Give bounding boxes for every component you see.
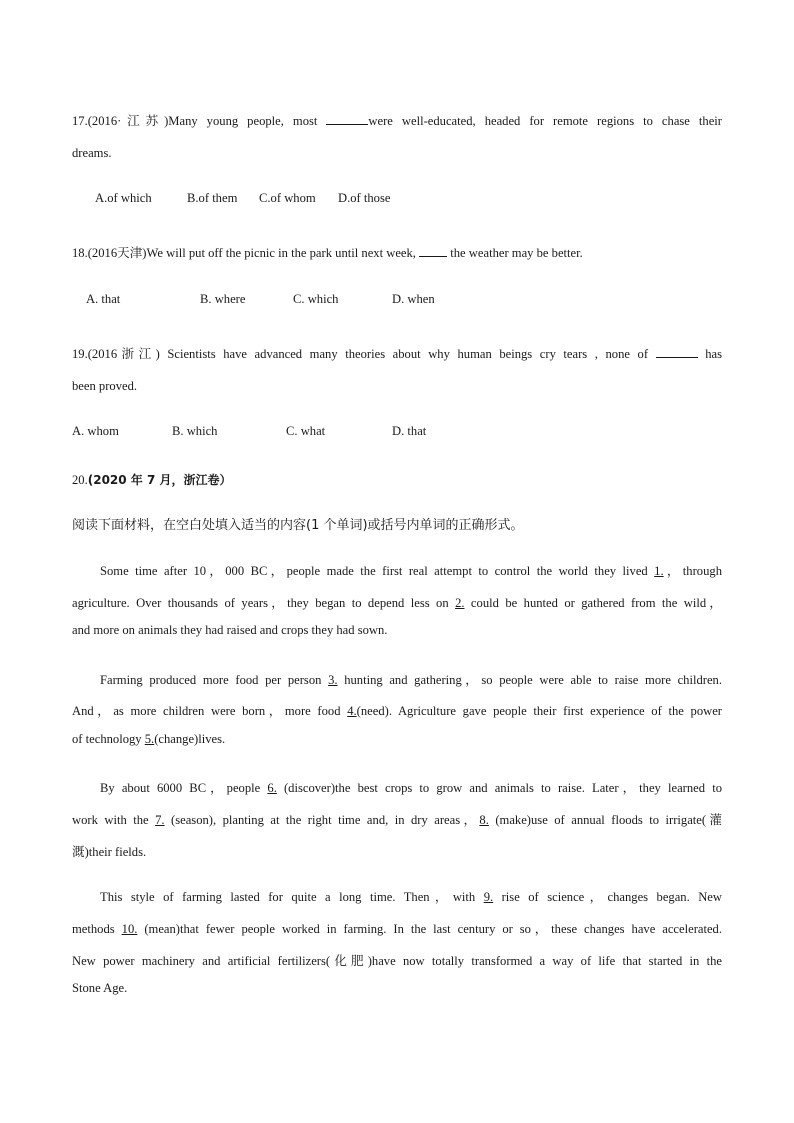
q17-option-b[interactable]: B.of them xyxy=(187,191,238,205)
blank-1[interactable]: 1. xyxy=(654,564,664,578)
p3-text: (season), planting at the right time and, in dry areas， xyxy=(164,813,480,827)
p1-text: agriculture. Over thousands of years，they began to depend less on xyxy=(72,596,456,610)
blank-4[interactable]: 4. xyxy=(347,704,357,718)
p1-line-3: and more on animals they had raised and crops they had sown. xyxy=(72,623,388,637)
blank-6[interactable]: 6. xyxy=(267,781,277,795)
q17-option-c[interactable]: C.of whom xyxy=(259,191,316,205)
p4-line-2 xyxy=(72,918,722,937)
p2-text: (change)lives. xyxy=(154,732,226,746)
q18-line-1 xyxy=(72,242,583,261)
p1-line-2 xyxy=(72,592,722,611)
p1-text: could be hunted or gathered from the wild， xyxy=(464,596,722,610)
q18-option-d[interactable]: D. when xyxy=(392,292,435,306)
p2-text: And，as more children were born，more food xyxy=(72,704,348,718)
q18-answer-blank[interactable] xyxy=(419,245,447,257)
p4-line-1 xyxy=(100,886,722,905)
blank-3[interactable]: 3. xyxy=(328,673,338,687)
p4-text: This style of farming lasted for quite a long time. Then，with xyxy=(100,890,484,904)
q19-option-c[interactable]: C. what xyxy=(286,424,326,438)
p4-line-4: Stone Age. xyxy=(72,981,128,995)
p2-text: (need). Agriculture gave people their first experience of the power xyxy=(356,704,722,718)
p4-text: rise of science，changes began. New xyxy=(493,890,722,904)
p4-line-3: New power machinery and artificial fertilizers(化肥)have now totally transformed a way of life that started in the xyxy=(72,954,722,968)
q18-stem-end: the weather may be better. xyxy=(447,246,583,260)
p2-text: Farming produced more food per person xyxy=(100,673,329,687)
q17-line-1 xyxy=(72,110,722,129)
p3-text: By about 6000 BC，people xyxy=(100,781,268,795)
p3-text: work with the xyxy=(72,813,156,827)
p3-line-1 xyxy=(100,777,722,796)
q20-header xyxy=(72,471,232,488)
p3-text: (make)use of annual floods to irrigate(灌 xyxy=(488,813,722,827)
blank-2[interactable]: 2. xyxy=(455,596,465,610)
p3-line-2 xyxy=(72,809,722,828)
p2-text: of technology xyxy=(72,732,145,746)
p1-text: Some time after 10，000 BC，people made the first real attempt to control the world they lived xyxy=(100,564,655,578)
q19-option-a[interactable]: A. whom xyxy=(72,424,119,438)
p2-line-1 xyxy=(100,669,722,688)
q18-stem-start: 18.(2016天津)We will put off the picnic in the park until next week, xyxy=(72,246,420,260)
p1-text: ，through xyxy=(663,564,722,578)
q19-stem-start: 19.(2016浙江) Scientists have advanced many theories about why human beings cry tears , none of xyxy=(72,347,656,361)
q20-instruction: 阅读下面材料，在空白处填入适当的内容(1 个单词)或括号内单词的正确形式。 xyxy=(72,518,524,533)
p2-text: hunting and gathering，so people were able to raise more children. xyxy=(337,673,722,687)
blank-7[interactable]: 7. xyxy=(155,813,165,827)
p3-line-3: 溉)their fields. xyxy=(72,845,147,859)
q19-line-2: been proved. xyxy=(72,379,138,393)
q17-answer-blank[interactable] xyxy=(326,113,368,125)
blank-9[interactable]: 9. xyxy=(483,890,494,904)
q17-option-d[interactable]: D.of those xyxy=(338,191,391,205)
p4-text: methods xyxy=(72,922,122,936)
q17-line-2: dreams. xyxy=(72,146,112,160)
q17-stem-start: 17.(2016·江苏)Many young people, most xyxy=(72,114,327,128)
blank-5[interactable]: 5. xyxy=(144,732,155,746)
p2-line-3 xyxy=(72,732,225,747)
q17-option-a[interactable]: A.of which xyxy=(95,191,152,205)
blank-8[interactable]: 8. xyxy=(479,813,489,827)
q20-source: (2020 年 7 月，浙江卷） xyxy=(87,473,232,487)
q18-option-c[interactable]: C. which xyxy=(293,292,339,306)
q18-option-b[interactable]: B. where xyxy=(200,292,246,306)
q19-stem-end: has xyxy=(697,347,722,361)
q19-option-b[interactable]: B. which xyxy=(172,424,218,438)
q18-option-a[interactable]: A. that xyxy=(86,292,121,306)
blank-10[interactable]: 10. xyxy=(121,922,138,936)
q19-answer-blank[interactable] xyxy=(656,346,698,358)
q17-stem-end: were well-educated, headed for remote regions to chase their xyxy=(368,114,722,128)
q19-line-1 xyxy=(72,343,722,362)
q20-number: 20. xyxy=(72,473,88,487)
p4-text: (mean)that fewer people worked in farming. In the last century or so，these changes have accelerated. xyxy=(137,922,723,936)
q19-option-d[interactable]: D. that xyxy=(392,424,427,438)
p1-line-1 xyxy=(100,560,722,579)
p3-text: (discover)the best crops to grow and animals to raise. Later，they learned to xyxy=(276,781,722,795)
p2-line-2 xyxy=(72,700,722,719)
